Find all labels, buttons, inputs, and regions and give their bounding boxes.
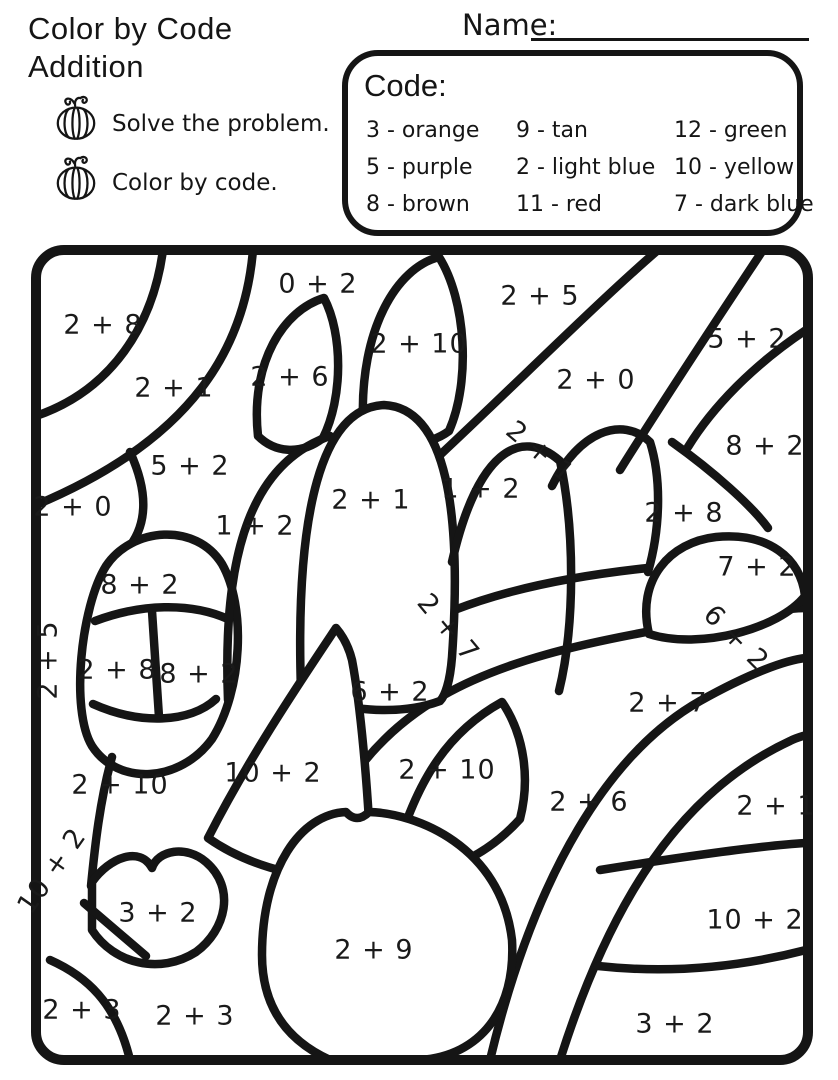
code-label: Code: (364, 68, 447, 103)
math-problem-label[interactable]: 10 + 2 (706, 904, 804, 936)
math-problem-label[interactable]: 0 + 2 (278, 268, 358, 300)
math-problem-label[interactable]: 2 + 8 (63, 309, 143, 341)
math-problem-label[interactable]: 3 + 2 (118, 897, 198, 929)
code-entry: 5 - purple (366, 155, 473, 180)
math-problem-label[interactable]: 2 + 1 (736, 790, 816, 822)
math-problem-label[interactable]: 2 + 1 (499, 414, 581, 490)
math-problem-label[interactable]: 2 + 0 (33, 491, 113, 523)
math-problem-label[interactable]: 10 + 2 (224, 757, 322, 789)
instruction-solve: Solve the problem. (112, 111, 330, 137)
math-problem-label[interactable]: 2 + 10 (370, 328, 468, 360)
math-problem-label[interactable]: 8 + 2 (100, 569, 180, 601)
math-problem-label[interactable]: 2 + 8 (644, 497, 724, 529)
title-line-2: Addition (28, 49, 145, 84)
name-label: Name: (462, 8, 558, 42)
math-problem-label[interactable]: 2 + 8 (77, 654, 157, 686)
code-entry: 2 - light blue (516, 155, 656, 180)
math-problem-label[interactable]: 2 + 5 (500, 280, 580, 312)
math-problem-label[interactable]: 1 + 2 (441, 473, 521, 505)
code-entry: 9 - tan (516, 118, 588, 143)
math-problem-label[interactable]: 2 + 6 (250, 361, 330, 393)
math-problem-label[interactable]: 1 + 2 (215, 510, 295, 542)
math-problem-label[interactable]: 6 + 2 (697, 599, 775, 677)
math-problem-label[interactable]: 6 + 2 (350, 676, 430, 708)
math-problem-label[interactable]: 10 + 2 (11, 822, 93, 920)
math-problem-label[interactable]: 2 + 3 (155, 1000, 235, 1032)
code-entry: 12 - green (674, 118, 788, 143)
code-entry: 3 - orange (366, 118, 480, 143)
code-entry: 7 - dark blue (674, 192, 814, 217)
code-entry: 11 - red (516, 192, 602, 217)
math-problem-label[interactable]: 2 + 3 (42, 994, 122, 1026)
code-entry: 8 - brown (366, 192, 470, 217)
math-problem-label[interactable]: 2 + 7 (410, 587, 486, 669)
math-problem-label[interactable]: 2 + 10 (71, 769, 169, 801)
math-problem-label[interactable]: 2 + 10 (398, 754, 496, 786)
instruction-color: Color by code. (112, 170, 278, 196)
title-line-1: Color by Code (28, 11, 233, 46)
math-problem-label[interactable]: 2 + 1 (331, 484, 411, 516)
math-problem-label[interactable]: 2 + 9 (334, 934, 414, 966)
math-problem-label[interactable]: 5 + 2 (150, 450, 230, 482)
math-problem-label[interactable]: 2 + 0 (556, 364, 636, 396)
math-problem-label[interactable]: 2 + 1 (134, 372, 214, 404)
math-problem-label[interactable]: 2 + 6 (549, 786, 629, 818)
math-problem-label[interactable]: 8 + 2 (725, 430, 805, 462)
math-problem-label[interactable]: 2 + 7 (628, 687, 708, 719)
code-entry: 10 - yellow (674, 155, 795, 180)
math-problem-label[interactable]: 5 + 2 (707, 323, 787, 355)
math-problem-label[interactable]: 2 + 5 (32, 620, 64, 700)
math-problem-label[interactable]: 3 + 2 (635, 1008, 715, 1040)
math-problem-label[interactable]: 7 + 2 (717, 551, 797, 583)
math-problem-label[interactable]: 8 + 2 (159, 658, 239, 690)
